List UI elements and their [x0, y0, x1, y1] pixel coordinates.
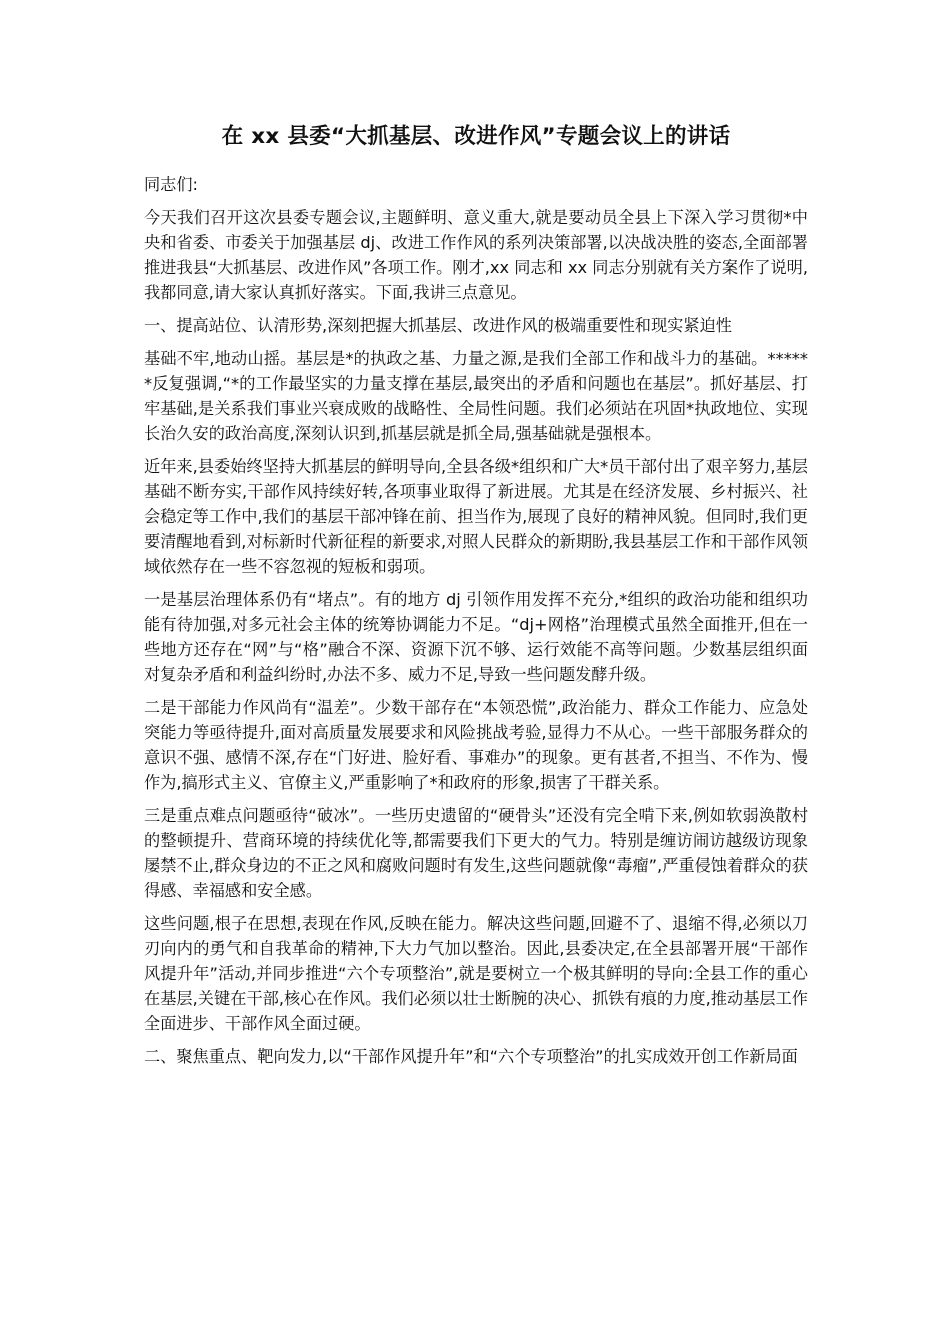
- document-page: [144, 122, 808, 1077]
- salutation: 同志们:: [144, 175, 199, 194]
- paragraph-conclusion: 这些问题,根子在思想,表现在作风,反映在能力。解决这些问题,回避不了、退缩不得,必须以刀刃向内的勇气和自我革命的精神,下大力气加以整治。因此,县委决定,在全县部署开展“干部作风提升年”活动,并同步推进“六个专项整治”,就是要树立一个极其鲜明的导向:全县工作的重心在基层,关键在干部,核心在作风。我们必须以壮士断腕的决心、抓铁有痕的力度,推动基层工作全面进步、干部作风全面过硬。: [144, 914, 808, 1033]
- section-heading-2: 二、聚焦重点、靶向发力,以“干部作风提升年”和“六个专项整治”的扎实成效开创工作新局面: [144, 1047, 798, 1066]
- paragraph-recent-years: 近年来,县委始终坚持大抓基层的鲜明导向,全县各级*组织和广大*员干部付出了艰辛努力,基层基础不断夯实,干部作风持续好转,各项事业取得了新进展。尤其是在经济发展、乡村振兴、社会稳定等工作中,我们的基层干部冲锋在前、担当作为,展现了良好的精神风貌。但同时,我们更要清醒地看到,对标新时代新征程的新要求,对照人民群众的新期盼,我县基层工作和干部作风领域依然存在一些不容忽视的短板和弱项。: [144, 457, 808, 576]
- paragraph-problem-1: 一是基层治理体系仍有“堵点”。有的地方 dj 引领作用发挥不充分,*组织的政治功能和组织功能有待加强,对多元社会主体的统筹协调能力不足。“dj+网格”治理模式虽然全面推开,但在一些地方还存在“网”与“格”融合不深、资源下沉不够、运行效能不高等问题。少数基层组织面对复杂矛盾和利益纠纷时,办法不多、威力不足,导致一些问题发酵升级。: [144, 590, 808, 684]
- paragraph-problem-2: 二是干部能力作风尚有“温差”。少数干部存在“本领恐慌”,政治能力、群众工作能力、应急处突能力等亟待提升,面对高质量发展要求和风险挑战考验,显得力不从心。一些干部服务群众的意识不强、感情不深,存在“门好进、脸好看、事难办”的现象。更有甚者,不担当、不作为、慢作为,搞形式主义、官僚主义,严重影响了*和政府的形象,损害了干群关系。: [144, 698, 808, 792]
- section-heading-1: 一、提高站位、认清形势,深刻把握大抓基层、改进作风的极端重要性和现实紧迫性: [144, 316, 732, 335]
- paragraph-foundation: 基础不牢,地动山摇。基层是*的执政之基、力量之源,是我们全部工作和战斗力的基础。******反复强调,“*的工作最坚实的力量支撑在基层,最突出的矛盾和问题也在基层”。抓好基层、打牢基础,是关系我们事业兴衰成败的战略性、全局性问题。我们必须站在巩固*执政地位、实现长治久安的政治高度,深刻认识到,抓基层就是抓全局,强基础就是强根本。: [144, 349, 808, 443]
- paragraph-opening: 今天我们召开这次县委专题会议,主题鲜明、意义重大,就是要动员全县上下深入学习贯彻*中央和省委、市委关于加强基层 dj、改进工作作风的系列决策部署,以决战决胜的姿态,全面部署推进我县“大抓基层、改进作风”各项工作。刚才,xx 同志和 xx 同志分别就有关方案作了说明,我都同意,请大家认真抓好落实。下面,我讲三点意见。: [144, 208, 808, 302]
- document-title: 在 xx 县委“大抓基层、改进作风”专题会议上的讲话: [221, 124, 731, 149]
- paragraph-problem-3: 三是重点难点问题亟待“破冰”。一些历史遗留的“硬骨头”还没有完全啃下来,例如软弱涣散村的整顿提升、营商环境的持续优化等,都需要我们下更大的气力。特别是缠访闹访越级访现象屡禁不止,群众身边的不正之风和腐败问题时有发生,这些问题就像“毒瘤”,严重侵蚀着群众的获得感、幸福感和安全感。: [144, 806, 808, 900]
